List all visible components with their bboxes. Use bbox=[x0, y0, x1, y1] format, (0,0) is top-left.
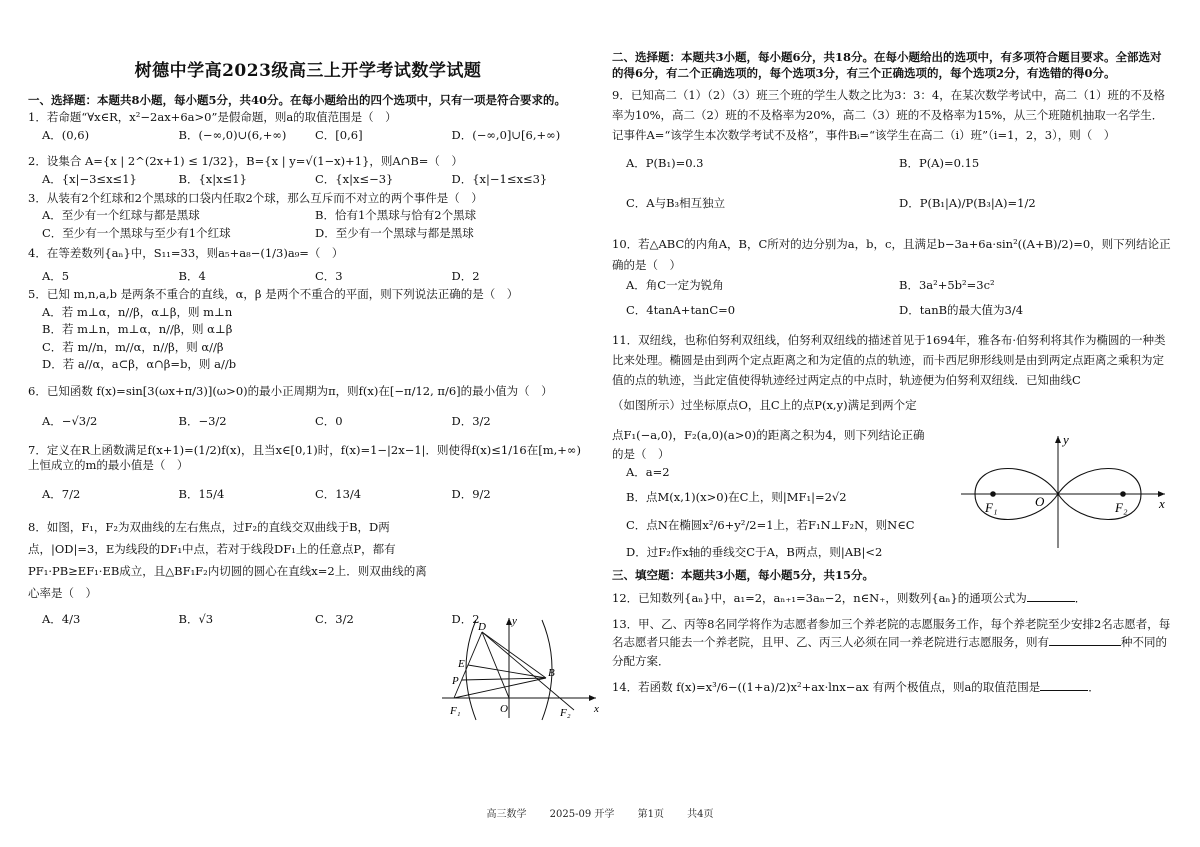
question-14 bbox=[612, 680, 1172, 696]
option-a: A．若 m⊥α，n//β，α⊥β，则 m⊥n bbox=[42, 304, 233, 319]
footer-date: 2025-09 开学 bbox=[549, 809, 615, 820]
question-stem: 1．若命题“∀x∈R，x²−2ax+6a>0”是假命题，则a的取值范围是（ ） bbox=[28, 110, 397, 125]
question-4 bbox=[28, 246, 588, 285]
options bbox=[42, 486, 588, 504]
options bbox=[42, 268, 588, 286]
section-2-heading: 二、选择题：本题共3小题，每小题6分，共18分。在每小题给出的选项中，有多项符合题目要求。全部选对的得6分，有二个正确选项的，每个选项3分，有三个正确选项的，每个选项2分，有选错的得0分。 bbox=[612, 50, 1162, 80]
option-d: D．2 bbox=[451, 268, 480, 283]
options bbox=[42, 304, 588, 374]
option-a: A．(0,6) bbox=[42, 127, 90, 142]
label-f2: F₂ bbox=[560, 707, 571, 719]
option-b: B．√3 bbox=[178, 611, 214, 626]
q13-end: 种不同的分配方案． bbox=[612, 635, 1167, 668]
options bbox=[42, 413, 588, 431]
figure-q8-hyperbola bbox=[436, 612, 606, 724]
option-b: B．4 bbox=[178, 268, 206, 283]
options bbox=[626, 155, 1172, 212]
option-d: D．若 a//α，a⊂β，α∩β=b，则 a//b bbox=[42, 357, 237, 372]
q13-text: 13．甲、乙、丙等8名同学将作为志愿者参加三个养老院的志愿服务工作，每个养老院至少安排2名志愿者，每名志愿者只能去一个养老院，且甲、乙、丙三人必须在同一养老院进行志愿服务，则有 bbox=[612, 616, 1171, 650]
option-b: B．3a²+5b²=3c² bbox=[899, 277, 995, 292]
options bbox=[42, 171, 588, 189]
footer-page: 第1页 bbox=[637, 809, 664, 820]
option-b: B．−3/2 bbox=[178, 414, 227, 429]
question-9 bbox=[612, 85, 1172, 212]
q13-answer-blank[interactable] bbox=[1049, 635, 1121, 646]
option-b: B．(−∞,0)∪(6,+∞) bbox=[178, 127, 287, 142]
question-13 bbox=[612, 615, 1172, 670]
label-b: B bbox=[548, 667, 555, 679]
option-a: A．P(B₁)=0.3 bbox=[626, 156, 704, 171]
option-b: B．恰有1个黑球与恰有2个黑球 bbox=[315, 208, 477, 223]
label-o: O bbox=[500, 703, 508, 715]
hyperbola-diagram bbox=[436, 612, 606, 724]
option-c: C．3 bbox=[315, 268, 343, 283]
question-5 bbox=[28, 287, 588, 374]
option-a: A．角C一定为锐角 bbox=[626, 277, 724, 292]
figure-q11-lemniscate bbox=[955, 430, 1175, 552]
label-f2: F₂ bbox=[1115, 500, 1128, 515]
label-p: P bbox=[452, 675, 459, 687]
option-c: C．0 bbox=[315, 414, 343, 429]
option-a: A．至少有一个红球与都是黑球 bbox=[42, 208, 200, 223]
option-c: C．点N在椭圆x²/6+y²/2=1上，若F₁N⊥F₂N，则N∈C bbox=[626, 517, 915, 532]
question-10 bbox=[612, 234, 1172, 319]
option-c: C．13/4 bbox=[315, 486, 362, 501]
options bbox=[626, 277, 1172, 320]
option-c: C．若 m//n，m//α，n//β，则 α//β bbox=[42, 339, 224, 354]
question-1 bbox=[28, 110, 588, 144]
right-column bbox=[612, 0, 1172, 696]
label-y: y bbox=[1063, 432, 1069, 447]
option-a: A．4/3 bbox=[42, 611, 81, 626]
q14-answer-blank[interactable] bbox=[1040, 680, 1088, 691]
option-d: D．过F₂作x轴的垂线交C于A，B两点，则|AB|<2 bbox=[626, 545, 883, 560]
label-o: O bbox=[1035, 494, 1045, 509]
option-b: B．{x|x≤1} bbox=[178, 172, 247, 186]
option-a: A．7/2 bbox=[42, 486, 81, 501]
option-c: C．[0,6] bbox=[315, 127, 363, 142]
question-7 bbox=[28, 443, 588, 504]
label-e: E bbox=[458, 658, 465, 670]
label-y: y bbox=[512, 615, 517, 627]
question-stem: 7．定义在R上函数满足f(x+1)=(1/2)f(x)，且当x∈[0,1)时，f(x)=1−|2x−1|．则使得f(x)≤1/16在[m,+∞)上恒成立的m的最小值是（ ） bbox=[28, 442, 581, 473]
question-6 bbox=[28, 384, 588, 431]
question-stem: 2．设集合 A={x | 2^(2x+1) ≤ 1/32}，B={x | y=√(1−x)+1}，则A∩B=（ ） bbox=[28, 154, 463, 169]
page-title: 树德中学高2023级高三上开学考试数学试题 bbox=[134, 61, 482, 81]
section-3-heading: 三、填空题：本题共3小题，每小题5分，共15分。 bbox=[612, 567, 875, 582]
section-1-heading: 一、选择题：本题共8小题，每小题5分，共40分。在每小题给出的四个选项中，只有一项是符合要求的。 bbox=[28, 92, 567, 107]
option-c: C．3/2 bbox=[315, 611, 354, 626]
option-d: D．(−∞,0]∪[6,+∞) bbox=[451, 127, 561, 142]
option-b: B．点M(x,1)(x>0)在C上，则|MF₁|=2√2 bbox=[626, 490, 847, 505]
label-x: x bbox=[1159, 496, 1165, 511]
option-c: C．{x|x≤−3} bbox=[315, 172, 394, 186]
options bbox=[42, 207, 588, 242]
q12-text: 12．已知数列{aₙ}中，a₁=2，aₙ₊₁=3aₙ−2，n∈N₊，则数列{aₙ}的通项公式为 bbox=[612, 591, 1027, 606]
question-3 bbox=[28, 191, 588, 243]
q14-text: 14．若函数 f(x)=x³/6−((1+a)/2)x²+ax·lnx−ax 有两个极值点，则a的取值范围是 bbox=[612, 679, 1041, 694]
question-stem: 8．如图，F₁，F₂为双曲线的左右焦点，过F₂的直线交双曲线于B，D两点，|OD|=3，E为线段的DF₁中点，若对于线段DF₁上的任意点P，都有PF₁·PB≥EF₁·EB成立，且△BF₁F₂内切圆的圆心在直线x=2上．则双曲线的离心率是（ ） bbox=[28, 520, 427, 600]
question-12 bbox=[612, 591, 1172, 607]
label-x: x bbox=[594, 703, 599, 715]
question-stem-a: 11．双纽线，也称伯努利双纽线，伯努利双纽线的描述首见于1694年，雅各布·伯努利将其作为椭圆的一种类比来处理。椭圆是由到两个定点距离之和为定值的点的轨迹，而卡西尼卵形线则是由到两定点距离之乘积为定值的点的轨迹，当此定值使得轨迹经过两定点的中点时，轨迹便为伯努利双纽线．已知曲线C bbox=[612, 332, 1166, 387]
option-b: B．15/4 bbox=[178, 486, 225, 501]
q14-end: ． bbox=[1088, 679, 1100, 694]
q12-answer-blank[interactable] bbox=[1027, 591, 1075, 602]
option-d: D．{x|−1≤x≤3} bbox=[451, 172, 548, 186]
question-stem: 6．已知函数 f(x)=sin[3(ωx+π/3)](ω>0)的最小正周期为π，则f(x)在[−π/12, π/6]的最小值为（ ） bbox=[28, 383, 553, 398]
footer-total: 共4页 bbox=[687, 809, 714, 820]
question-stem: 9．已知高二（1）（2）（3）班三个班的学生人数之比为3：3：4，在某次数学考试中，高二（1）班的不及格率为10%，高二（2）班的不及格率为20%，高二（3）班的不及格率为15%，从三个班随机抽取一名学生．记事件A=“该学生本次数学考试不及格”，事件Bᵢ=“该学生在高二（i）班”（i=1，2，3），则（ ） bbox=[612, 88, 1166, 143]
option-c: C．至少有一个黑球与至少有1个红球 bbox=[42, 225, 231, 240]
option-a: A．a=2 bbox=[626, 464, 670, 479]
option-d: D．至少有一个黑球与都是黑球 bbox=[315, 225, 474, 240]
option-a: A．{x|−3≤x≤1} bbox=[42, 172, 137, 186]
option-d: D．tanB的最大值为3/4 bbox=[899, 303, 1024, 318]
option-a: A．5 bbox=[42, 268, 70, 283]
option-a: A．−√3/2 bbox=[42, 414, 98, 429]
option-d: D．P(B₁|A)/P(B₃|A)=1/2 bbox=[899, 195, 1036, 210]
question-stem: 3．从装有2个红球和2个黑球的口袋内任取2个球，那么互斥而不对立的两个事件是（ ） bbox=[28, 190, 483, 205]
option-c: C．A与B₃相互独立 bbox=[626, 195, 726, 210]
question-stem-c: 点F₁(−a,0)，F₂(a,0)(a>0)的距离之积为4，则下列结论正确 bbox=[612, 427, 925, 442]
question-2 bbox=[28, 154, 588, 188]
option-d: D．2 bbox=[451, 611, 480, 626]
question-stem: 10．若△ABC的内角A，B，C所对的边分别为a，b，c，且满足b−3a+6a·sin²((A+B)/2)=0，则下列结论正确的是（ ） bbox=[612, 237, 1171, 272]
option-b: B．若 m⊥n，m⊥α，n//β，则 α⊥β bbox=[42, 322, 233, 337]
label-d: D bbox=[478, 621, 486, 633]
q12-end: ． bbox=[1074, 591, 1087, 606]
left-column bbox=[28, 0, 588, 630]
label-f1: F₁ bbox=[450, 705, 461, 717]
page-footer bbox=[0, 808, 1200, 822]
question-stem-b: （如图所示）过坐标原点O，且C上的点P(x,y)满足到两个定 bbox=[612, 398, 917, 413]
option-d: D．3/2 bbox=[451, 414, 491, 429]
options bbox=[42, 127, 588, 145]
option-d: D．9/2 bbox=[451, 486, 491, 501]
option-c: C．4tanA+tanC=0 bbox=[626, 303, 736, 318]
question-stem: 5．已知 m,n,a,b 是两条不重合的直线，α，β 是两个不重合的平面，则下列说法正确的是（ ） bbox=[28, 287, 519, 302]
question-stem-d: 的是（ ） bbox=[612, 447, 670, 462]
lemniscate-diagram bbox=[955, 430, 1175, 552]
option-b: B．P(A)=0.15 bbox=[899, 156, 980, 171]
footer-subject: 高三数学 bbox=[486, 809, 527, 820]
question-stem: 4．在等差数列{aₙ}中，S₁₁=33，则a₅+a₈−(1/3)a₉=（ ） bbox=[28, 246, 344, 261]
label-f1: F₁ bbox=[985, 500, 998, 515]
